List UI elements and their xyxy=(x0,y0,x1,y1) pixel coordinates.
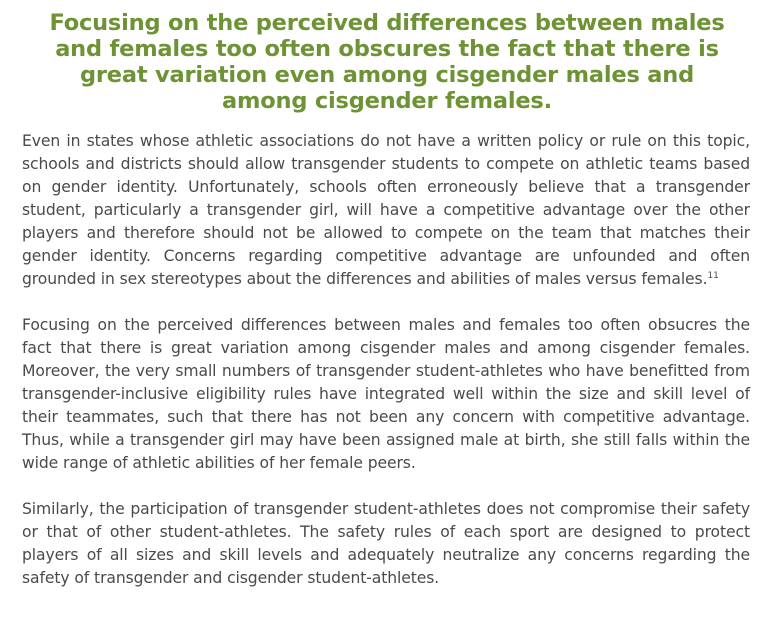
paragraph-2: Focusing on the perceived differences between males and females too often obsucres the fact that there is great variation among cisgender males and among cisgender females. Moreover, the very small numbers of transgender student-athletes who have benefitted from transgender-inclusive eligibility rules have integrated well within the size and skill level of their teammates, such that there has not been any concern with competitive advantage. Thus, while a transgender girl may have been assigned male at birth, she still falls within the wide range of athletic abilities of her female peers. xyxy=(22,316,750,472)
paragraph-1 xyxy=(22,130,750,291)
paragraph-3: Similarly, the participation of transgender student-athletes does not compromise their safety or that of other student-athletes. The safety rules of each sport are designed to protect players of all sizes and skill levels and adequately neutralize any concerns regarding the safety of transgender and cisgender student-athletes. xyxy=(22,500,750,587)
cropped-text-fragment xyxy=(60,0,160,2)
paragraph-1-text: Even in states whose athletic associations do not have a written policy or rule on this topic, schools and districts should allow transgender students to compete on athletic teams based on gender identity. Unfortunately, schools often erroneously believe that a transgender student, particularly a transgender girl, will have a competitive advantage over the other players and therefore should not be allowed to compete on the team that matches their gender identity. Concerns regarding competitive advantage are unfounded and often grounded in sex stereotypes about the differences and abilities of males versus females. xyxy=(22,132,750,288)
pull-quote: Focusing on the perceived differences between males and females too often obscures the fact that there is great variation even among cisgender males and among cisgender females. xyxy=(49,10,725,114)
footnote-marker: 11 xyxy=(707,271,719,281)
body-text xyxy=(22,130,750,613)
